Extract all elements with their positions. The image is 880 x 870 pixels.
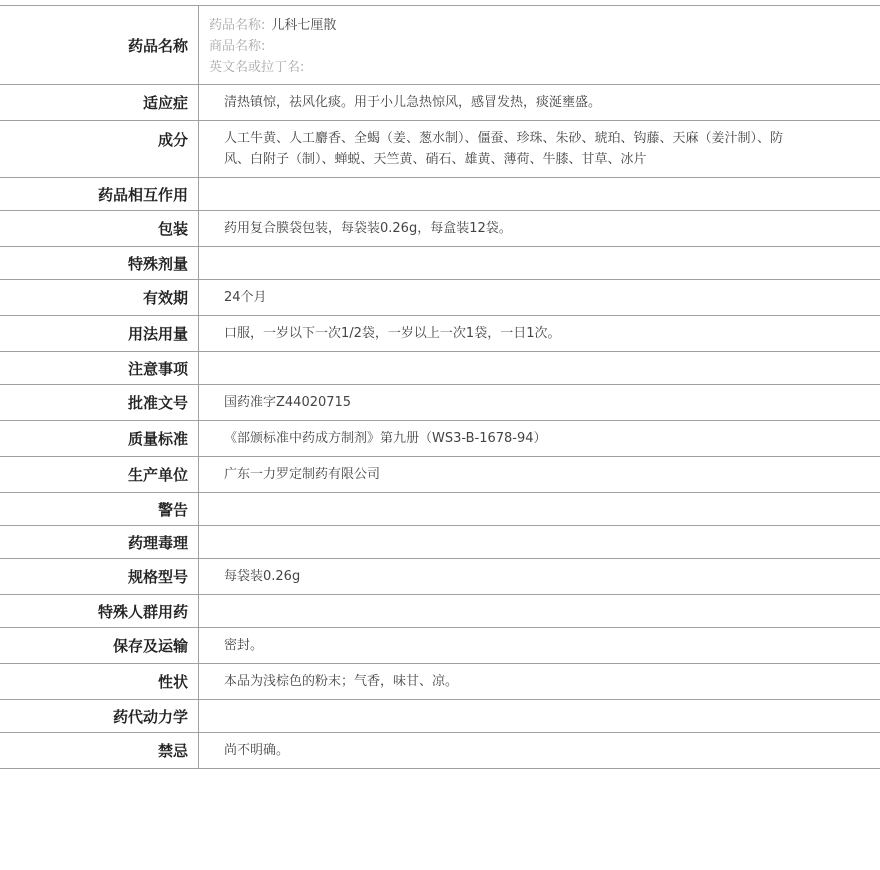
row-storage xyxy=(0,628,880,664)
row-toxicology xyxy=(0,526,880,559)
row-value xyxy=(199,664,880,699)
row-manufacturer xyxy=(0,457,880,493)
row-contraindications xyxy=(0,733,880,769)
row-value xyxy=(199,493,880,525)
english-name-line xyxy=(209,57,880,78)
row-label: 药代动力学 xyxy=(0,700,199,732)
ingredients-text: 人工牛黄、人工麝香、全蝎（姜、葱水制）、僵蚕、珍珠、朱砂、琥珀、钩藤、天麻（姜汁制）、防风、白附子（制）、蝉蜕、天竺黄、硝石、雄黄、薄荷、牛膝、甘草、冰片 xyxy=(224,131,784,167)
row-label: 用法用量 xyxy=(0,316,199,351)
generic-name-key: 药品名称: xyxy=(209,18,266,33)
row-special-groups xyxy=(0,595,880,628)
row-ingredients xyxy=(0,121,880,178)
row-value xyxy=(199,595,880,627)
row-label: 性状 xyxy=(0,664,199,699)
row-pharmacokinetics xyxy=(0,700,880,733)
row-packaging xyxy=(0,211,880,247)
generic-name-line xyxy=(209,15,880,36)
row-standard xyxy=(0,421,880,457)
storage-text: 密封。 xyxy=(224,638,264,653)
manufacturer-text: 广东一力罗定制药有限公司 xyxy=(224,467,381,482)
row-value xyxy=(199,178,880,210)
validity-text: 24个月 xyxy=(224,290,267,305)
row-label: 警告 xyxy=(0,493,199,525)
standard-text: 《部颁标准中药成方制剂》第九册（WS3-B-1678-94） xyxy=(224,431,547,446)
row-value xyxy=(199,559,880,594)
contraindications-text: 尚不明确。 xyxy=(224,743,290,758)
row-label: 注意事项 xyxy=(0,352,199,384)
row-label: 保存及运输 xyxy=(0,628,199,663)
row-value xyxy=(199,733,880,768)
row-value xyxy=(199,352,880,384)
row-label: 有效期 xyxy=(0,280,199,315)
specification-text: 每袋装0.26g xyxy=(224,569,301,584)
usage-text: 口服，一岁以下一次1/2袋，一岁以上一次1袋，一日1次。 xyxy=(224,326,561,341)
row-label: 药理毒理 xyxy=(0,526,199,558)
row-specification xyxy=(0,559,880,595)
row-value xyxy=(199,628,880,663)
row-label: 质量标准 xyxy=(0,421,199,456)
approval-text: 国药准字Z44020715 xyxy=(224,395,352,410)
row-value xyxy=(199,457,880,492)
row-value xyxy=(199,280,880,315)
row-value xyxy=(199,211,880,246)
row-label: 禁忌 xyxy=(0,733,199,768)
row-special-dosage xyxy=(0,247,880,280)
row-label: 批准文号 xyxy=(0,385,199,420)
english-name-key: 英文名或拉丁名: xyxy=(209,60,305,75)
row-validity xyxy=(0,280,880,316)
row-properties xyxy=(0,664,880,700)
generic-name-value: 儿科七厘散 xyxy=(271,18,337,33)
row-drug-name xyxy=(0,6,880,85)
row-value xyxy=(199,247,880,279)
row-label: 规格型号 xyxy=(0,559,199,594)
trade-name-key: 商品名称: xyxy=(209,39,266,54)
row-label: 特殊剂量 xyxy=(0,247,199,279)
row-warning xyxy=(0,493,880,526)
row-label: 生产单位 xyxy=(0,457,199,492)
properties-text: 本品为浅棕色的粉末；气香，味甘、凉。 xyxy=(224,674,459,689)
row-label: 适应症 xyxy=(0,85,199,120)
row-precautions xyxy=(0,352,880,385)
row-value xyxy=(199,385,880,420)
row-value xyxy=(199,121,880,177)
row-value xyxy=(199,85,880,120)
row-interactions xyxy=(0,178,880,211)
row-label: 包装 xyxy=(0,211,199,246)
packaging-text: 药用复合膜袋包装，每袋装0.26g，每盒装12袋。 xyxy=(224,221,512,236)
row-label: 药品名称 xyxy=(0,6,199,84)
row-value xyxy=(199,526,880,558)
row-value xyxy=(199,700,880,732)
drug-spec-table xyxy=(0,5,880,769)
row-indications xyxy=(0,85,880,121)
drug-name-block xyxy=(199,6,880,84)
row-label: 药品相互作用 xyxy=(0,178,199,210)
row-value xyxy=(199,421,880,456)
trade-name-line xyxy=(209,36,880,57)
indications-text: 清热镇惊，祛风化痰。用于小儿急热惊风，感冒发热，痰涎壅盛。 xyxy=(224,95,602,110)
row-label: 成分 xyxy=(0,121,199,177)
row-label: 特殊人群用药 xyxy=(0,595,199,627)
row-approval xyxy=(0,385,880,421)
row-value xyxy=(199,316,880,351)
row-usage xyxy=(0,316,880,352)
